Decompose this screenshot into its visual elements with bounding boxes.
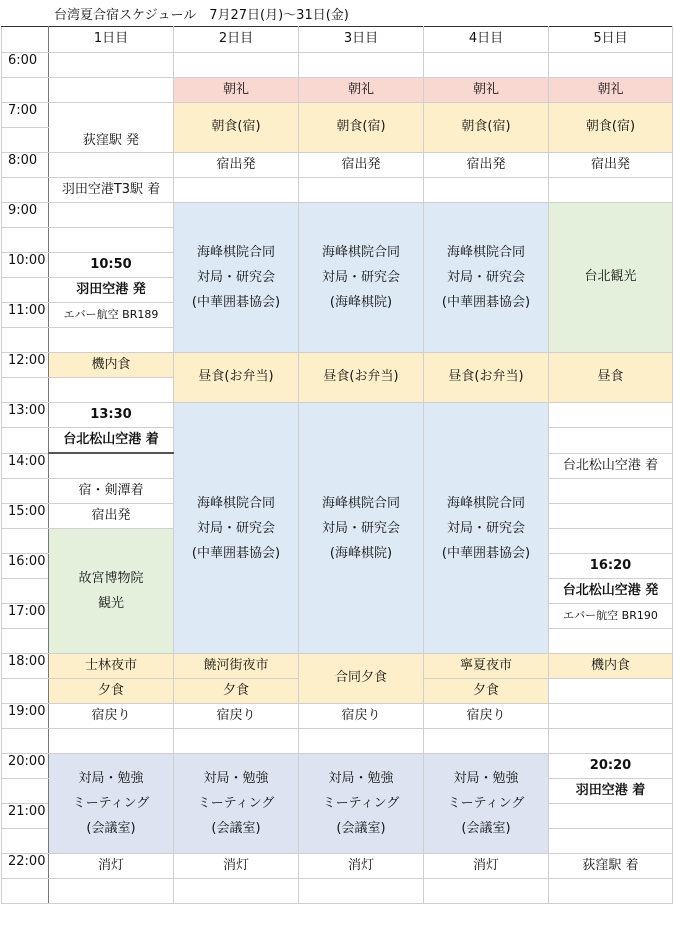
- time-label: 17:00: [2, 604, 49, 629]
- lights-out-cell: 消灯: [49, 854, 174, 879]
- match-block-day4-am: 海峰棋院合同 対局・研究会 (中華囲碁協会): [424, 203, 549, 353]
- return-hotel-cell: 宿戻り: [174, 704, 299, 729]
- day-header: 5日目: [549, 27, 673, 53]
- songshan-depart-cell: 台北松山空港 発: [549, 579, 673, 604]
- lunch-cell: 昼食: [549, 353, 673, 403]
- chorei-cell: 朝礼: [174, 78, 299, 103]
- haneda-depart-cell: 羽田空港 発: [49, 278, 174, 303]
- day2-dinner: 夕食: [174, 679, 299, 704]
- hotel-checkin-cell: 宿・剣潭着: [49, 479, 174, 504]
- time-label: 22:00: [2, 854, 49, 879]
- match-block-day4-pm: 海峰棋院合同 対局・研究会 (中華囲碁協会): [424, 403, 549, 654]
- chorei-cell: 朝礼: [299, 78, 424, 103]
- haneda-arrive-cell: 羽田空港 着: [549, 779, 673, 804]
- taipei-sightseeing-cell: 台北観光: [549, 203, 673, 353]
- day2-night-market: 饒河街夜市: [174, 654, 299, 679]
- lunch-box-cell: 昼食(お弁当): [174, 353, 299, 403]
- time-label: 12:00: [2, 353, 49, 378]
- ogikubo-arrive-cell: 荻窪駅 着: [549, 854, 673, 879]
- day1-arrive-time: 13:30: [49, 403, 174, 428]
- day-header: 2日目: [174, 27, 299, 53]
- lights-out-cell: 消灯: [299, 854, 424, 879]
- time-label: 7:00: [2, 103, 49, 128]
- day-header: 4日目: [424, 27, 549, 53]
- corner-cell: [2, 27, 49, 53]
- chorei-cell: 朝礼: [549, 78, 673, 103]
- time-label: 8:00: [2, 153, 49, 178]
- ogikubo-depart-cell: 荻窪駅 発: [49, 103, 174, 153]
- study-block-day1: 対局・勉強 ミーティング (会議室): [49, 754, 174, 854]
- lights-out-cell: 消灯: [174, 854, 299, 879]
- inflight-meal-cell: 機内食: [49, 353, 174, 378]
- time-label: 18:00: [2, 654, 49, 679]
- day5-arrive-time: 20:20: [549, 754, 673, 779]
- time-label: 10:00: [2, 253, 49, 278]
- day5-flight-time: 16:20: [549, 554, 673, 579]
- match-block-day2-am: 海峰棋院合同 対局・研究会 (中華囲碁協会): [174, 203, 299, 353]
- time-label: 19:00: [2, 704, 49, 729]
- day4-dinner: 夕食: [424, 679, 549, 704]
- match-block-day3-am: 海峰棋院合同 対局・研究会 (海峰棋院): [299, 203, 424, 353]
- chorei-cell: 朝礼: [424, 78, 549, 103]
- schedule-table: [1, 26, 673, 904]
- breakfast-cell: 朝食(宿): [424, 103, 549, 153]
- lights-out-cell: 消灯: [424, 854, 549, 879]
- match-block-day3-pm: 海峰棋院合同 対局・研究会 (海峰棋院): [299, 403, 424, 654]
- breakfast-cell: 朝食(宿): [549, 103, 673, 153]
- depart-hotel-cell: 宿出発: [174, 153, 299, 178]
- study-block-day2: 対局・勉強 ミーティング (会議室): [174, 754, 299, 854]
- lunch-box-cell: 昼食(お弁当): [299, 353, 424, 403]
- museum-cell: 故宮博物院 観光: [49, 529, 174, 654]
- day5-flight-number: エバー航空 BR190: [549, 604, 673, 629]
- time-label: 21:00: [2, 804, 49, 829]
- day3-dinner: 合同夕食: [299, 654, 424, 704]
- time-label: 9:00: [2, 203, 49, 228]
- day1-flight-time: 10:50: [49, 253, 174, 278]
- time-label: 13:00: [2, 403, 49, 428]
- day4-night-market: 寧夏夜市: [424, 654, 549, 679]
- depart-hotel-cell: 宿出発: [424, 153, 549, 178]
- day-header: 3日目: [299, 27, 424, 53]
- songshan-arrive-cell: 台北松山空港 着: [49, 428, 174, 454]
- day1-night-market: 士林夜市: [49, 654, 174, 679]
- day1-dinner: 夕食: [49, 679, 174, 704]
- time-label: 15:00: [2, 504, 49, 529]
- day5-songshan-arrive-cell: 台北松山空港 着: [549, 453, 673, 479]
- schedule-title: 台湾夏合宿スケジュール 7月27日(月)～31日(金): [54, 8, 349, 23]
- depart-hotel-cell: 宿出発: [299, 153, 424, 178]
- time-label: 16:00: [2, 554, 49, 579]
- return-hotel-cell: 宿戻り: [49, 704, 174, 729]
- breakfast-cell: 朝食(宿): [174, 103, 299, 153]
- lunch-box-cell: 昼食(お弁当): [424, 353, 549, 403]
- day5-inflight-meal: 機内食: [549, 654, 673, 679]
- return-hotel-cell: 宿戻り: [424, 704, 549, 729]
- depart-hotel-cell: 宿出発: [549, 153, 673, 178]
- haneda-t3-arrive-cell: 羽田空港T3駅 着: [49, 178, 174, 203]
- day-header: 1日目: [49, 27, 174, 53]
- day1-flight-number: エバー航空 BR189: [49, 303, 174, 328]
- time-label: 14:00: [2, 453, 49, 479]
- time-label: 11:00: [2, 303, 49, 328]
- study-block-day3: 対局・勉強 ミーティング (会議室): [299, 754, 424, 854]
- time-label: 20:00: [2, 754, 49, 779]
- study-block-day4: 対局・勉強 ミーティング (会議室): [424, 754, 549, 854]
- breakfast-cell: 朝食(宿): [299, 103, 424, 153]
- day-header-row: [2, 27, 673, 53]
- match-block-day2-pm: 海峰棋院合同 対局・研究会 (中華囲碁協会): [174, 403, 299, 654]
- hotel-depart-cell: 宿出発: [49, 504, 174, 529]
- time-label: 6:00: [2, 53, 49, 78]
- return-hotel-cell: 宿戻り: [299, 704, 424, 729]
